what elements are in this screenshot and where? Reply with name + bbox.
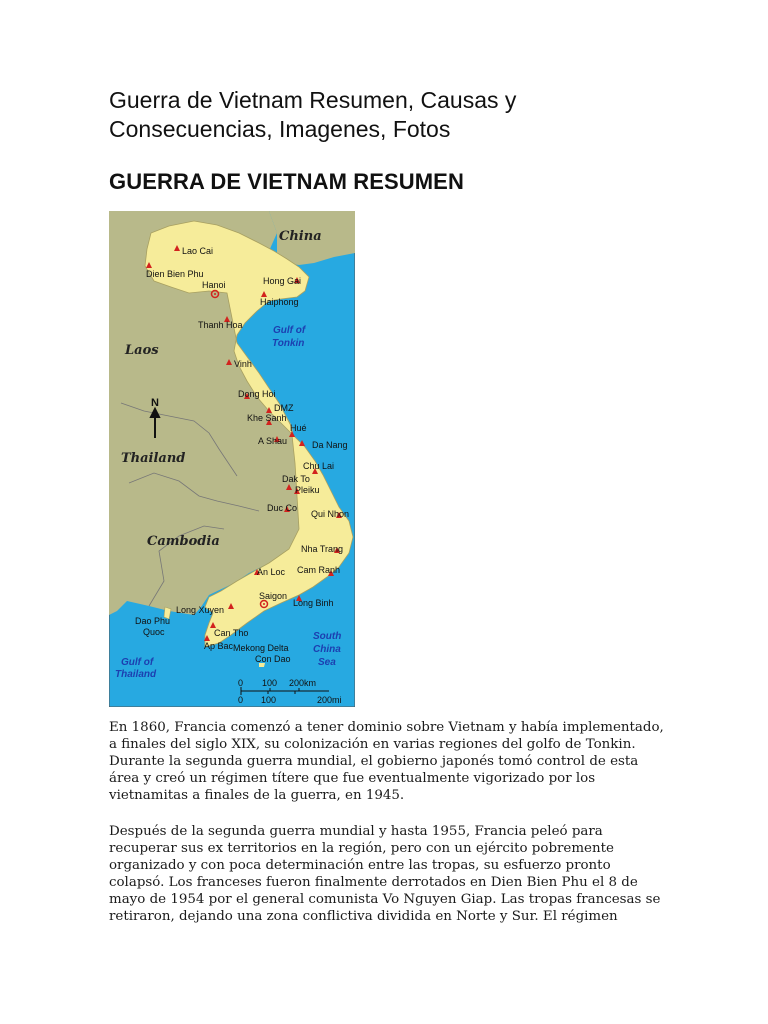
city-label-an-loc: An Loc	[257, 567, 286, 577]
sea-label-south-china-2: China	[313, 644, 341, 655]
city-label-con-dao: Con Dao	[255, 654, 291, 664]
sea-label-gulf-tonkin: Gulf of	[273, 325, 306, 336]
sea-label-south-china-3: Sea	[318, 657, 336, 668]
scale-label-mi-100: 100	[261, 695, 277, 705]
country-label-cambodia: Cambodia	[147, 534, 220, 549]
city-label-cam-ranh: Cam Ranh	[297, 565, 341, 575]
country-label-thailand: Thailand	[121, 451, 186, 466]
scale-label-km-200: 200km	[289, 678, 317, 688]
paragraph-2: Después de la segunda guerra mundial y hasta 1955, Francia peleó para recuperar sus ex territorios en la región, pero con un ejército pobremente organizado y con poca determinación entre las tropas, su esfuerzo pronto colapsó. Los franceses fueron finalmente derrotados en Dien Bien Phu el 8 de mayo de 1954 por el general comunista Vo Nguyen Giap. Las tropas francesas se retiraron, dejando una zona conflictiva dividida en Norte y Sur. El régimen	[109, 824, 661, 924]
city-label-pleiku: Pleiku	[295, 485, 320, 495]
sea-label-south-china: South	[313, 631, 342, 642]
sea-label-gulf-tonkin-2: Tonkin	[272, 338, 305, 349]
city-label-chu-lai: Chu Lai	[303, 461, 335, 471]
scale-label-km-0: 0	[238, 678, 244, 688]
city-label-long-binh: Long Binh	[293, 598, 334, 608]
country-label-laos: Laos	[125, 343, 159, 358]
city-label-hanoi: Hanoi	[202, 280, 226, 290]
paragraph-1: En 1860, Francia comenzó a tener dominio sobre Vietnam y había implementado, a finales del siglo XIX, su colonización en varias regiones del golfo de Tonkin. Durante la segunda guerra mundial, el gobierno japonés tomó control de esta área y creó un régimen títere que fue eventualmente vigorizado por los vietnamitas a finales de la guerra, en 1945.	[109, 720, 664, 803]
city-label-dao-phu-quoc: Dao Phu	[135, 616, 171, 626]
city-label-nha-trang: Nha Trang	[301, 544, 344, 554]
vietnam-map	[109, 211, 355, 707]
city-label-long-xuyen: Long Xuyen	[176, 605, 225, 615]
city-label-khe-sanh: Khe Sanh	[247, 413, 287, 423]
city-label-ap-bac: Ap Bac	[204, 641, 234, 651]
city-label-duc-co: Duc Co	[267, 503, 298, 513]
city-label-saigon: Saigon	[259, 591, 288, 601]
city-label-dak-to: Dak To	[282, 474, 310, 484]
city-label-qui-nhon: Qui Nhon	[311, 509, 350, 519]
city-label-dao-phu-quoc-2: Quoc	[143, 627, 165, 637]
north-arrow-label: N	[151, 397, 159, 409]
scale-label-mi-200: 200mi	[317, 695, 342, 705]
city-label-dien-bien-phu: Dien Bien Phu	[146, 269, 204, 279]
scale-label-mi-0: 0	[238, 695, 244, 705]
city-label-mekong-delta: Mekong Delta	[233, 643, 289, 653]
sea-label-gulf-thailand: Gulf of	[121, 657, 154, 668]
city-label-dong-hoi: Dong Hoi	[238, 389, 276, 399]
marker-hanoi-dot	[214, 293, 216, 295]
city-label-vinh: Vinh	[234, 359, 252, 369]
city-label-hong-gai: Hong Gai	[263, 276, 302, 286]
document-title: Guerra de Vietnam Resumen, Causas y Consecuencias, Imagenes, Fotos	[109, 87, 517, 142]
city-label-dmz: DMZ	[274, 403, 294, 413]
country-label-china: China	[279, 229, 322, 244]
city-label-thanh-hoa: Thanh Hoa	[198, 320, 243, 330]
city-label-haiphong: Haiphong	[260, 297, 299, 307]
section-heading: GUERRA DE VIETNAM RESUMEN	[109, 169, 464, 194]
city-label-can-tho: Can Tho	[214, 628, 249, 638]
city-label-a-shau: A Shau	[258, 436, 288, 446]
sea-label-gulf-thailand-2: Thailand	[115, 669, 157, 680]
marker-saigon-dot	[263, 603, 265, 605]
city-label-hue: Hué	[290, 423, 307, 433]
city-label-lao-cai: Lao Cai	[182, 246, 214, 256]
city-label-da-nang: Da Nang	[312, 440, 348, 450]
scale-label-km-100: 100	[262, 678, 278, 688]
